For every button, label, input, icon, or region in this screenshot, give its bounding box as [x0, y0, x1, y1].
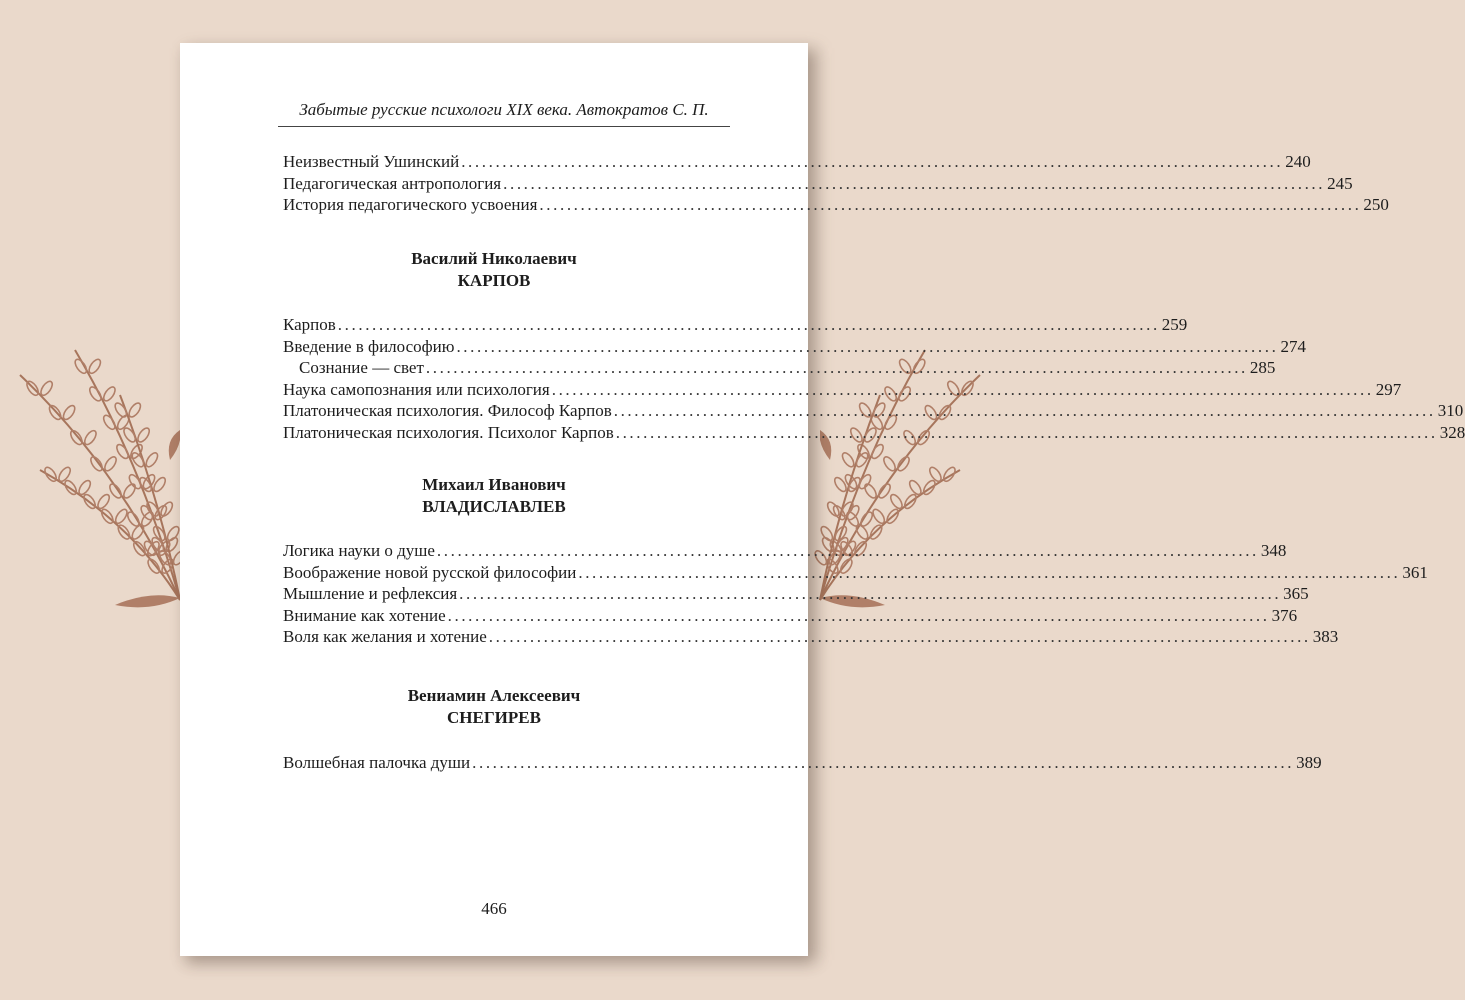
toc-section-1	[283, 151, 1389, 216]
author-surname: ВЛАДИСЛАВЛЕВ	[422, 497, 566, 516]
toc-section-3	[283, 540, 1428, 648]
toc-entry-page: 285	[1249, 358, 1276, 377]
toc-entry	[283, 422, 1465, 444]
toc-entry-title: Воображение новой русской философии	[283, 562, 577, 582]
toc-entry-title: Введение в философию	[283, 336, 455, 356]
dot-leader: ........................................................................................................................	[551, 379, 1374, 399]
dot-leader: ........................................................................................................................	[425, 358, 1248, 377]
dot-leader: ........................................................................................................................	[456, 336, 1279, 356]
toc-entry-page: 348	[1260, 541, 1287, 560]
toc-entry	[283, 583, 1309, 605]
dot-leader: ........................................................................................................................	[337, 315, 1160, 334]
author-surname: КАРПОВ	[457, 271, 531, 290]
toc-entry-page: 328	[1439, 422, 1465, 442]
toc-entry	[283, 540, 1287, 562]
toc-entry	[283, 173, 1353, 195]
dot-leader: ........................................................................................................................	[447, 605, 1270, 625]
author-heading	[180, 248, 808, 292]
toc-entry-page: 310	[1437, 401, 1464, 420]
toc-entry	[283, 626, 1339, 648]
dot-leader: ........................................................................................................................	[503, 173, 1326, 193]
toc-entry-page: 274	[1280, 336, 1306, 356]
toc-entry-page: 389	[1296, 753, 1322, 772]
page-number: 466	[481, 899, 507, 918]
author-surname: СНЕГИРЕВ	[447, 708, 541, 727]
toc-entry-title: История педагогического усвоения	[283, 195, 538, 214]
author-heading	[180, 685, 808, 729]
toc-entry-title: Волшебная палочка души	[283, 753, 471, 772]
toc-entry-title: Мышление и рефлексия	[283, 584, 458, 603]
toc-entry	[283, 357, 1276, 379]
toc-entry	[283, 314, 1188, 336]
toc-entry-page: 365	[1283, 584, 1309, 603]
toc-entry	[283, 752, 1322, 774]
toc-entry-page: 376	[1271, 605, 1298, 625]
toc-entry	[283, 400, 1464, 422]
toc-entry-title: Логика науки о душе	[283, 541, 435, 560]
toc-entry-page: 240	[1285, 152, 1311, 171]
toc-entry-title: Наука самопознания или психология	[283, 379, 550, 399]
toc-entry-title: Платоническая психология. Философ Карпов	[283, 401, 612, 420]
toc-entry-page: 383	[1312, 627, 1339, 646]
toc-entry-page: 245	[1327, 173, 1353, 193]
dot-leader: ........................................................................................................................	[436, 541, 1259, 560]
toc-entry	[283, 194, 1389, 216]
dot-leader: ........................................................................................................................	[461, 152, 1284, 171]
author-heading	[180, 474, 808, 518]
running-head: Забытые русские психологи XIX века. Автократов С. П.	[299, 100, 709, 119]
toc-section-4	[283, 752, 1322, 774]
dot-leader: ........................................................................................................................	[615, 422, 1438, 442]
author-name: Василий Николаевич	[411, 249, 577, 268]
toc-entry-page: 361	[1402, 562, 1428, 582]
toc-entry-title: Воля как желания и хотение	[283, 627, 487, 646]
author-name: Михаил Иванович	[422, 475, 566, 494]
dot-leader: ........................................................................................................................	[578, 562, 1401, 582]
dot-leader: ........................................................................................................................	[613, 401, 1436, 420]
book-page	[180, 43, 1465, 956]
toc-entry-title: Внимание как хотение	[283, 605, 446, 625]
toc-entry-title: Платоническая психология. Психолог Карпов	[283, 422, 614, 442]
toc-entry-title: Карпов	[283, 315, 336, 334]
toc-entry	[283, 605, 1298, 627]
toc-entry-page: 250	[1363, 195, 1389, 214]
willow-branch-left-icon	[20, 350, 187, 607]
toc-entry-title: Педагогическая антропология	[283, 173, 502, 193]
toc-entry	[283, 562, 1428, 584]
toc-section-2	[283, 314, 1465, 443]
dot-leader: ........................................................................................................................	[539, 195, 1362, 214]
dot-leader: ........................................................................................................................	[459, 584, 1282, 603]
toc-entry-title: Сознание — свет	[299, 358, 424, 377]
toc-entry	[283, 336, 1306, 358]
author-name: Вениамин Алексеевич	[407, 686, 581, 705]
toc-entry	[283, 379, 1402, 401]
toc-entry	[283, 151, 1311, 173]
header-rule	[278, 126, 730, 127]
toc-entry-page: 297	[1375, 379, 1402, 399]
dot-leader: ........................................................................................................................	[488, 627, 1311, 646]
toc-entry-title: Неизвестный Ушинский	[283, 152, 460, 171]
dot-leader: ........................................................................................................................	[472, 753, 1295, 772]
toc-entry-page: 259	[1161, 315, 1188, 334]
